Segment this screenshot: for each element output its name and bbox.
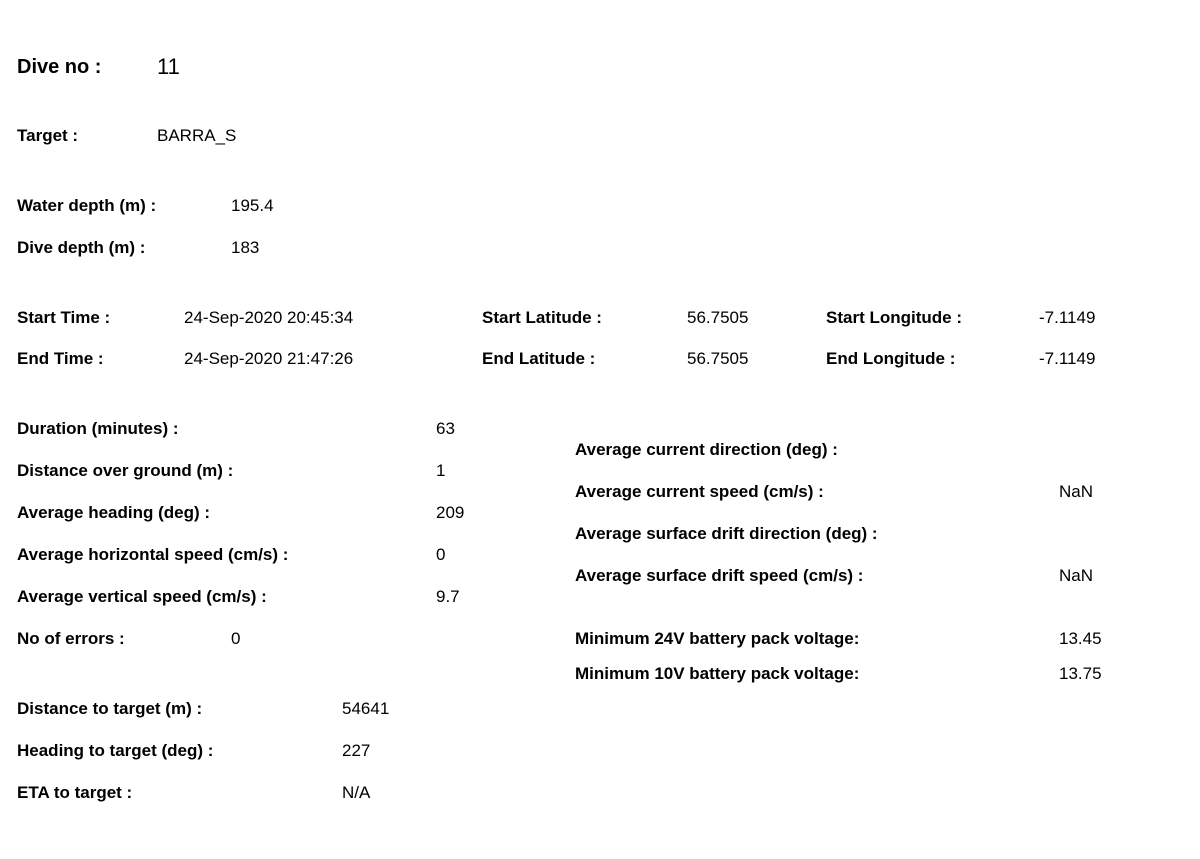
start-longitude-label: Start Longitude : xyxy=(826,308,962,327)
average-vertical-speed-label: Average vertical speed (cm/s) : xyxy=(17,587,267,606)
average-surface-drift-speed-value: NaN xyxy=(1059,566,1094,585)
distance-to-target-label: Distance to target (m) : xyxy=(17,699,203,718)
distance-to-target-value: 54641 xyxy=(342,699,390,718)
average-current-speed-value: NaN xyxy=(1059,482,1094,501)
dive-depth-label: Dive depth (m) : xyxy=(17,238,146,257)
start-latitude-value: 56.7505 xyxy=(687,308,749,327)
min-10v-battery-value: 13.75 xyxy=(1059,664,1102,683)
heading-to-target-label: Heading to target (deg) : xyxy=(17,741,214,760)
water-depth-label: Water depth (m) : xyxy=(17,196,157,215)
average-heading-value: 209 xyxy=(436,503,465,522)
start-longitude-value: -7.1149 xyxy=(1039,308,1096,327)
end-latitude-value: 56.7505 xyxy=(687,349,749,368)
average-current-speed-label: Average current speed (cm/s) : xyxy=(575,482,824,501)
dive-depth-value: 183 xyxy=(231,238,260,257)
average-current-direction-label: Average current direction (deg) : xyxy=(575,440,838,459)
end-time-label: End Time : xyxy=(17,349,104,368)
end-latitude-label: End Latitude : xyxy=(482,349,596,368)
average-horizontal-speed-value: 0 xyxy=(436,545,446,564)
no-of-errors-value: 0 xyxy=(231,629,241,648)
no-of-errors-label: No of errors : xyxy=(17,629,125,648)
water-depth-value: 195.4 xyxy=(231,196,274,215)
heading-to-target-value: 227 xyxy=(342,741,371,760)
end-longitude-value: -7.1149 xyxy=(1039,349,1096,368)
target-label: Target : xyxy=(17,126,79,145)
end-time-value: 24-Sep-2020 21:47:26 xyxy=(184,349,354,368)
min-24v-battery-label: Minimum 24V battery pack voltage: xyxy=(575,629,860,648)
target-value: BARRA_S xyxy=(157,126,237,145)
start-latitude-label: Start Latitude : xyxy=(482,308,602,327)
duration-label: Duration (minutes) : xyxy=(17,419,179,438)
eta-to-target-value: N/A xyxy=(342,783,371,802)
average-horizontal-speed-label: Average horizontal speed (cm/s) : xyxy=(17,545,289,564)
average-surface-drift-direction-label: Average surface drift direction (deg) : xyxy=(575,524,878,543)
dive-no-label: Dive no : xyxy=(17,56,102,78)
average-surface-drift-speed-label: Average surface drift speed (cm/s) : xyxy=(575,566,864,585)
average-heading-label: Average heading (deg) : xyxy=(17,503,211,522)
start-time-label: Start Time : xyxy=(17,308,111,327)
eta-to-target-label: ETA to target : xyxy=(17,783,133,802)
start-time-value: 24-Sep-2020 20:45:34 xyxy=(184,308,354,327)
end-longitude-label: End Longitude : xyxy=(826,349,956,368)
dive-no-value: 11 xyxy=(157,54,180,79)
distance-over-ground-label: Distance over ground (m) : xyxy=(17,461,234,480)
average-vertical-speed-value: 9.7 xyxy=(436,587,460,606)
min-24v-battery-value: 13.45 xyxy=(1059,629,1102,648)
duration-value: 63 xyxy=(436,419,455,438)
distance-over-ground-value: 1 xyxy=(436,461,446,480)
min-10v-battery-label: Minimum 10V battery pack voltage: xyxy=(575,664,860,683)
